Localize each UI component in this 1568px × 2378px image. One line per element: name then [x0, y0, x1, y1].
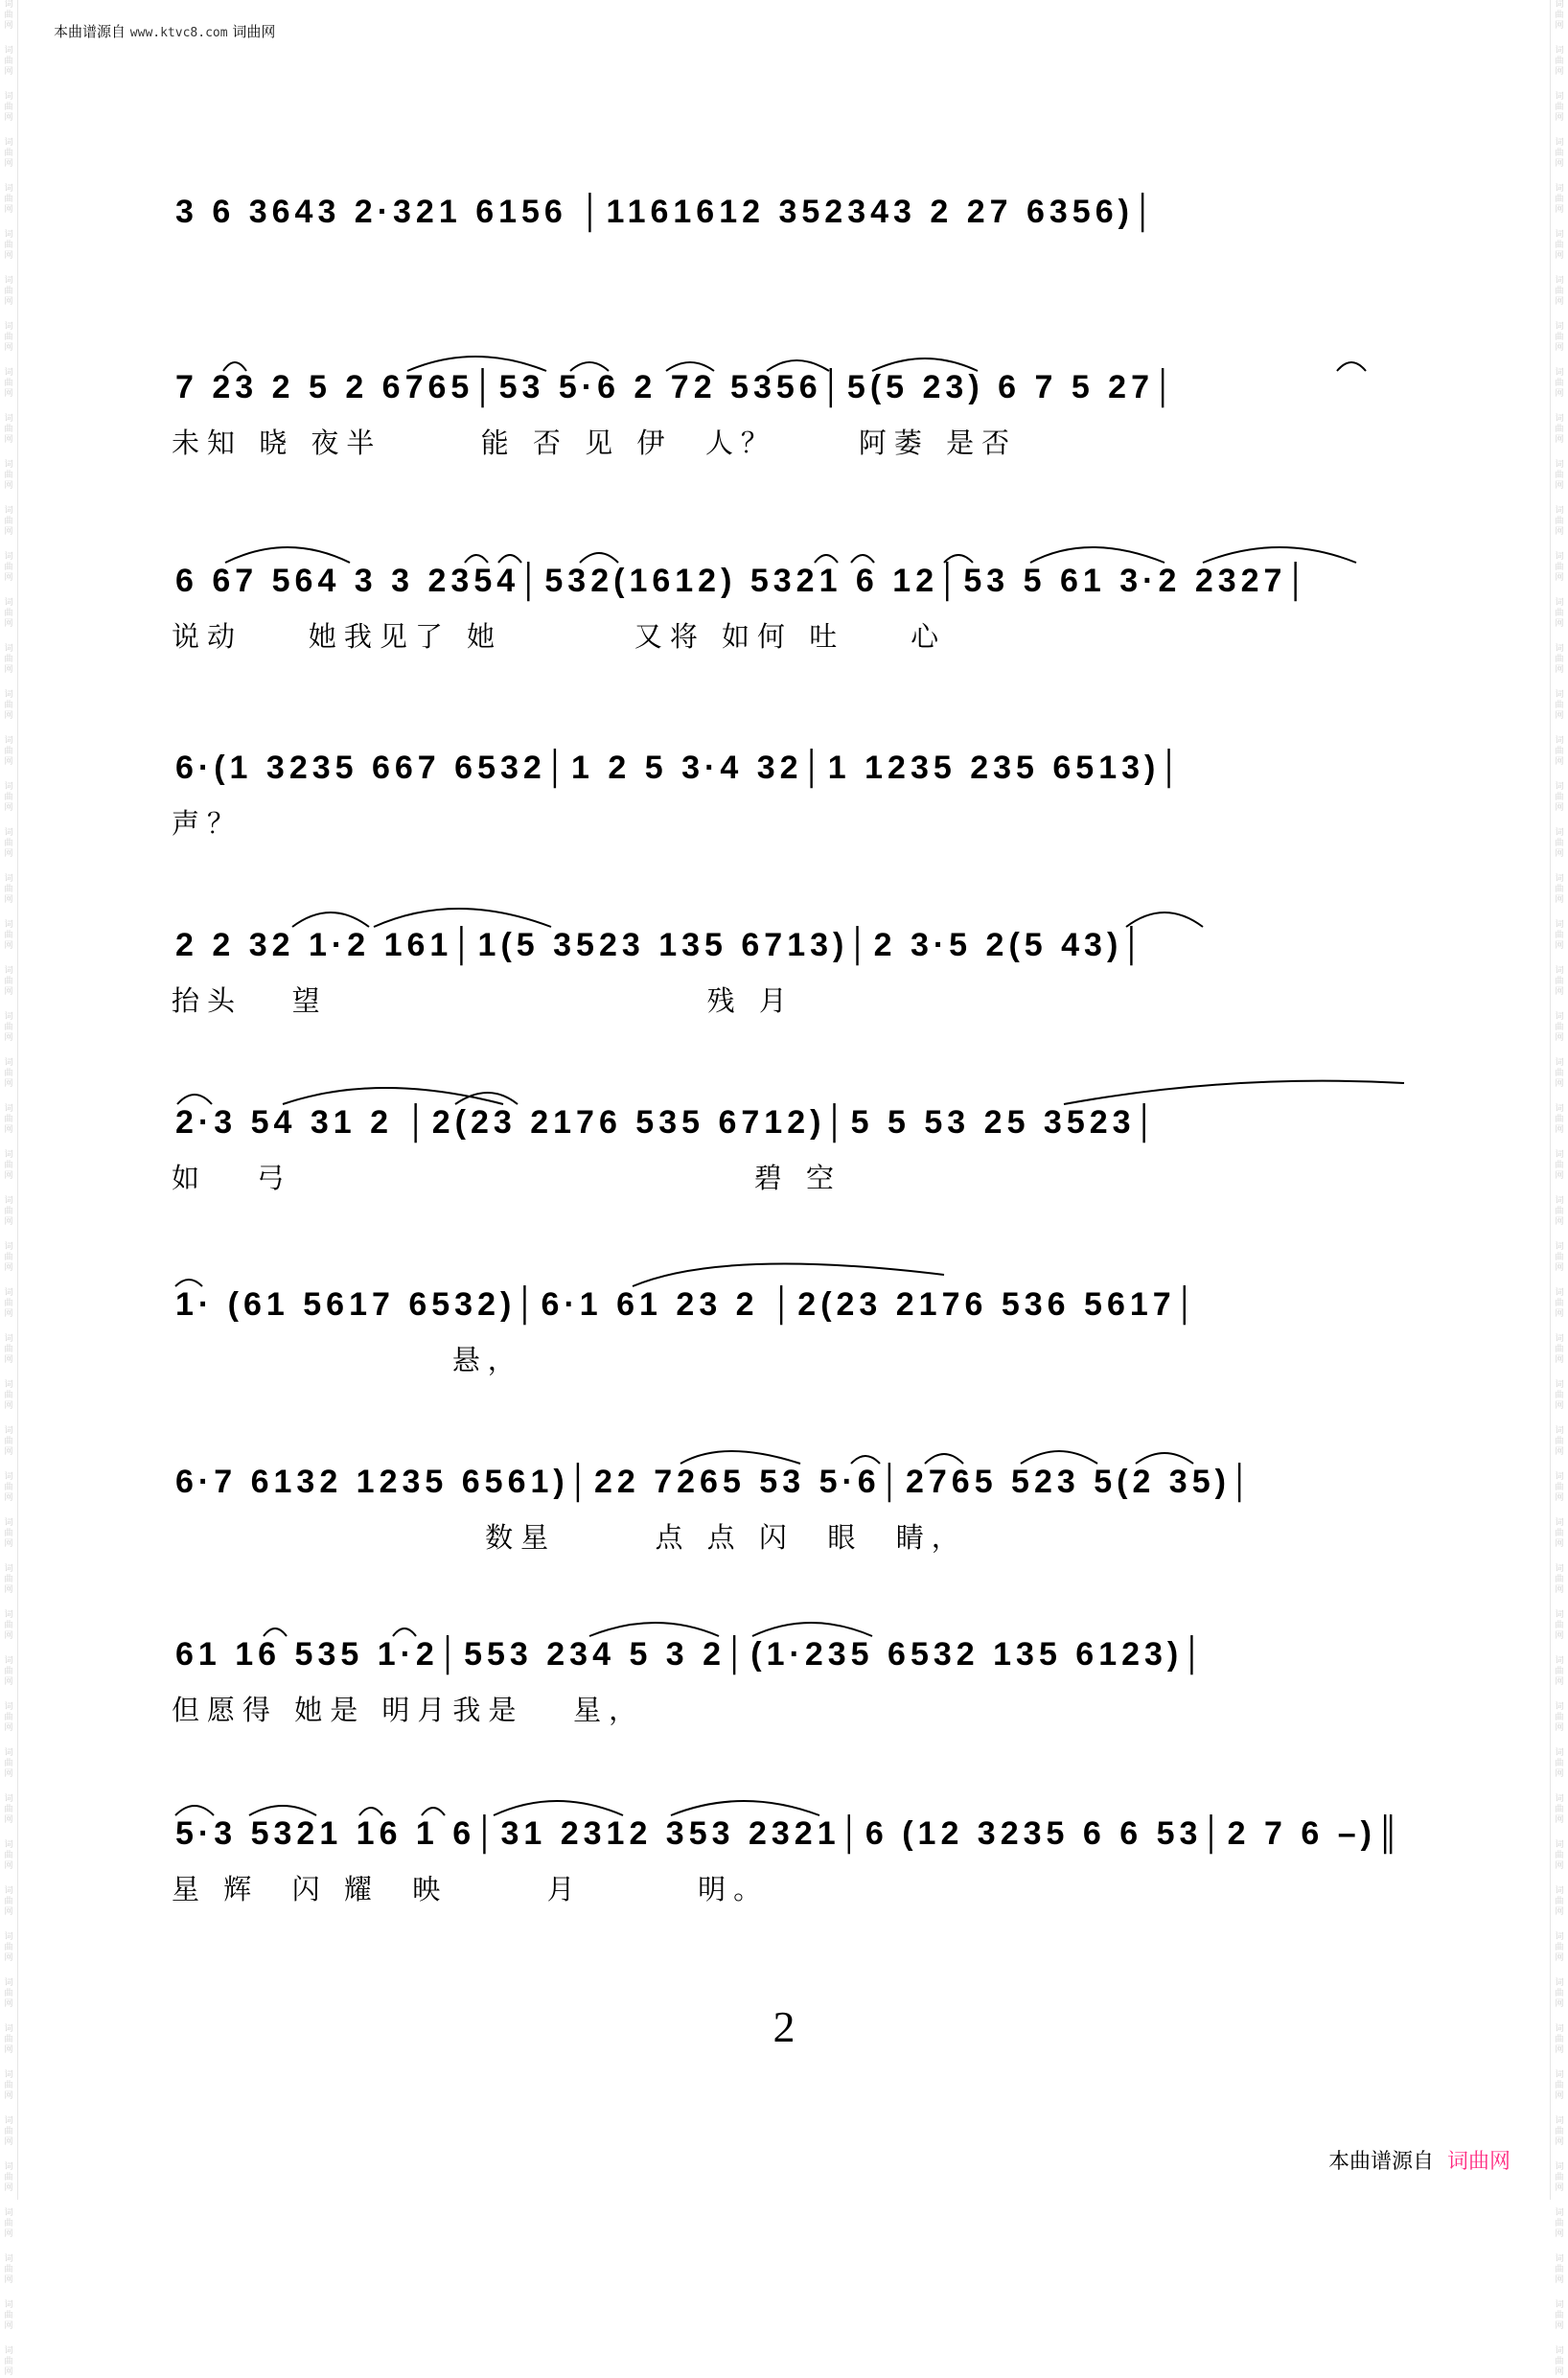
side-watermark-text: 词 曲 网 — [1555, 690, 1564, 721]
side-watermark-text: 词 曲 网 — [1555, 1656, 1564, 1687]
side-watermark-text: 词 曲 网 — [4, 46, 13, 77]
side-watermark-text: 词 曲 网 — [1555, 736, 1564, 767]
notes-row-8: 6·7 6132 1235 6561)│22 7265 53 5·6│2765 523 5(2 35)│ — [175, 1464, 1257, 1500]
notes-row-2: 7 23 2 5 2 6765│53 5·6 2 72 5356│5(5 23) 6 7 5 27│ — [175, 369, 1180, 405]
side-watermark-text: 词 曲 网 — [4, 1242, 13, 1273]
side-watermark-text: 词 曲 网 — [1555, 966, 1564, 997]
side-watermark-text: 词 曲 网 — [1555, 1288, 1564, 1319]
side-watermark-text: 词 曲 网 — [4, 1518, 13, 1549]
side-watermark-text: 词 曲 网 — [4, 2254, 13, 2285]
side-watermark-text: 词 曲 网 — [4, 138, 13, 169]
side-watermark-text: 词 曲 网 — [1555, 0, 1564, 31]
lyrics-row-5: 抬头 望 残 月 — [172, 984, 795, 1017]
side-watermark-text: 词 曲 网 — [4, 506, 13, 537]
lyrics-row-3: 说动 她我见了 她 又将 如何 吐 心 — [172, 620, 947, 653]
notes-row-4: 6·(1 3235 667 6532│1 2 5 3·4 32│1 1235 235 6513)│ — [175, 750, 1186, 786]
side-watermark-text: 词 曲 网 — [1555, 1978, 1564, 2009]
side-watermark-text: 词 曲 网 — [1555, 920, 1564, 951]
side-watermark-text: 词 曲 网 — [4, 230, 13, 261]
score-row-10 — [168, 1813, 1405, 1938]
side-watermark-text: 词 曲 网 — [4, 1426, 13, 1457]
side-watermark-text: 词 曲 网 — [4, 460, 13, 491]
side-watermark-text: 词 曲 网 — [1555, 1196, 1564, 1227]
side-watermark-text: 词 曲 网 — [4, 874, 13, 905]
side-watermark-text: 词 曲 网 — [1555, 1748, 1564, 1779]
header-site-name: 词曲网 — [232, 23, 276, 40]
side-watermark-text: 词 曲 网 — [1555, 1702, 1564, 1733]
side-watermark-text: 词 曲 网 — [1555, 230, 1564, 261]
score-row-9 — [168, 1634, 1395, 1759]
lyrics-row-4: 声？ — [172, 807, 243, 840]
side-watermark-text: 词 曲 网 — [4, 2024, 13, 2055]
side-watermark-text: 词 曲 网 — [1555, 1150, 1564, 1181]
side-watermark-text: 词 曲 网 — [4, 690, 13, 721]
side-watermark-text: 词 曲 网 — [4, 1058, 13, 1089]
side-watermark-text: 词 曲 网 — [4, 184, 13, 215]
side-watermark-text: 词 曲 网 — [4, 414, 13, 445]
side-watermark-text: 词 曲 网 — [1555, 552, 1564, 583]
side-watermark-text: 词 曲 网 — [1555, 1058, 1564, 1089]
lyrics-row-8: 数星 点 点 闪 眼 睛， — [172, 1521, 967, 1554]
page-footer — [1328, 2145, 1510, 2175]
side-watermark-text: 词 曲 网 — [1555, 874, 1564, 905]
score-row-5 — [168, 925, 1395, 1050]
side-watermark-text: 词 曲 网 — [1555, 1794, 1564, 1825]
side-watermark-text: 词 曲 网 — [1555, 2162, 1564, 2193]
side-watermark-text: 词 曲 网 — [4, 1334, 13, 1365]
side-watermark-text: 词 曲 网 — [4, 1380, 13, 1411]
side-watermark-text: 词 曲 网 — [4, 322, 13, 353]
side-watermark-text: 词 曲 网 — [4, 1610, 13, 1641]
side-watermark-text: 词 曲 网 — [4, 1748, 13, 1779]
side-watermark-text: 词 曲 网 — [4, 2300, 13, 2331]
notes-row-7: 1· (61 5617 6532)│6·1 61 23 2 │2(23 2176 536 5617│ — [175, 1286, 1201, 1323]
side-watermark-text: 词 曲 网 — [4, 368, 13, 399]
side-watermark-text: 词 曲 网 — [4, 2070, 13, 2101]
side-watermark-text: 词 曲 网 — [1555, 644, 1564, 675]
side-watermark-text: 词 曲 网 — [1555, 46, 1564, 77]
side-watermark-text: 词 曲 网 — [1555, 1426, 1564, 1457]
score-row-3 — [168, 561, 1395, 685]
side-watermark-text: 词 曲 网 — [4, 1012, 13, 1043]
side-watermark-text: 词 曲 网 — [1555, 2024, 1564, 2055]
side-watermark-text: 词 曲 网 — [4, 1886, 13, 1917]
side-watermark-text: 词 曲 网 — [4, 644, 13, 675]
score-row-6 — [168, 1102, 1395, 1227]
side-watermark-text: 词 曲 网 — [4, 1932, 13, 1963]
notes-row-1: 3 6 3643 2·321 6156 │1161612 352343 2 27 6356)│ — [175, 194, 1160, 230]
side-watermark-text: 词 曲 网 — [1555, 1472, 1564, 1503]
side-watermark-text: 词 曲 网 — [1555, 1380, 1564, 1411]
side-watermark-text: 词 曲 网 — [4, 828, 13, 859]
side-watermark-text: 词 曲 网 — [4, 1840, 13, 1871]
side-watermark-text: 词 曲 网 — [4, 2208, 13, 2239]
side-watermark-text: 词 曲 网 — [1555, 92, 1564, 123]
notes-row-10: 5·3 5321 16 1 6│31 2312 353 2321│6 (12 3235 6 6 53│2 7 6 –)║ — [175, 1815, 1405, 1852]
side-watermark-text: 词 曲 网 — [4, 276, 13, 307]
side-watermark-text: 词 曲 网 — [1555, 460, 1564, 491]
side-watermark-text: 词 曲 网 — [1555, 1334, 1564, 1365]
side-watermark-text: 词 曲 网 — [1555, 2300, 1564, 2331]
side-watermark-text: 词 曲 网 — [4, 1196, 13, 1227]
lyrics-row-7: 悬， — [172, 1344, 523, 1376]
side-watermark-text: 词 曲 网 — [4, 920, 13, 951]
side-watermark-text: 词 曲 网 — [1555, 2254, 1564, 2285]
score-row-1 — [168, 192, 1395, 316]
side-watermark-text: 词 曲 网 — [4, 1794, 13, 1825]
footer-brand-link[interactable]: 词曲网 — [1446, 2150, 1510, 2174]
side-watermark-text: 词 曲 网 — [1555, 1012, 1564, 1043]
notes-row-3: 6 67 564 3 3 2354│532(1612) 5321 6 12│53 5 61 3·2 2327│ — [175, 563, 1312, 599]
side-watermark-text: 词 曲 网 — [1555, 138, 1564, 169]
score-row-4 — [168, 748, 1395, 872]
lyrics-row-10: 星 辉 闪 耀 映 月 明。 — [172, 1873, 770, 1905]
header-site-url: www.ktvc8.com — [129, 26, 228, 40]
side-watermark-text: 词 曲 网 — [4, 1104, 13, 1135]
page-number: 2 — [772, 2002, 796, 2051]
side-watermark-text: 词 曲 网 — [4, 736, 13, 767]
side-watermark-text: 词 曲 网 — [1555, 1886, 1564, 1917]
notes-row-5: 2 2 32 1·2 161│1(5 3523 135 6713)│2 3·5 2(5 43)│ — [175, 927, 1148, 963]
side-watermark-text: 词 曲 网 — [1555, 1840, 1564, 1871]
footer-source-label: 本曲谱源自 — [1327, 2150, 1434, 2174]
score-row-8 — [168, 1462, 1395, 1586]
side-watermark-text: 词 曲 网 — [1555, 2208, 1564, 2239]
side-watermark-text: 词 曲 网 — [4, 782, 13, 813]
side-watermark-text: 词 曲 网 — [1555, 1242, 1564, 1273]
side-watermark-text: 词 曲 网 — [1555, 828, 1564, 859]
side-watermark-text: 词 曲 网 — [4, 2162, 13, 2193]
side-watermark-text: 词 曲 网 — [4, 1656, 13, 1687]
side-watermark-text: 词 曲 网 — [4, 2346, 13, 2377]
slur-mark — [168, 1250, 1395, 1288]
side-watermark-text: 词 曲 网 — [1555, 184, 1564, 215]
side-watermark-text: 词 曲 网 — [4, 2116, 13, 2147]
side-watermark-text: 词 曲 网 — [4, 0, 13, 31]
side-watermark-text: 词 曲 网 — [4, 966, 13, 997]
lyrics-row-2: 未知 晓 夜半 能 否 见 伊 人？ 阿萎 是否 — [172, 427, 1018, 459]
side-watermark-text: 词 曲 网 — [1555, 2346, 1564, 2377]
score-row-2 — [168, 367, 1395, 492]
lyrics-row-6: 如 弓 碧 空 — [172, 1162, 842, 1194]
side-watermark-text: 词 曲 网 — [4, 1978, 13, 2009]
side-watermark-text: 词 曲 网 — [4, 1564, 13, 1595]
side-watermark-text: 词 曲 网 — [1555, 2116, 1564, 2147]
header-source-label: 本曲谱源自 — [54, 23, 127, 40]
side-watermark-text: 词 曲 网 — [1555, 506, 1564, 537]
side-watermark-text: 词 曲 网 — [4, 1150, 13, 1181]
lyrics-row-9: 但愿得 她是 明月我是 星， — [172, 1694, 645, 1726]
side-watermark-text: 词 曲 网 — [4, 1702, 13, 1733]
side-watermark-text: 词 曲 网 — [1555, 1564, 1564, 1595]
side-watermark-text: 词 曲 网 — [1555, 276, 1564, 307]
notes-row-6: 2·3 54 31 2 │2(23 2176 535 6712)│5 5 53 25 3523│ — [175, 1104, 1161, 1141]
side-watermark-text: 词 曲 网 — [1555, 598, 1564, 629]
side-watermark-text: 词 曲 网 — [4, 92, 13, 123]
side-watermark-text: 词 曲 网 — [1555, 2070, 1564, 2101]
side-watermark-text: 词 曲 网 — [1555, 414, 1564, 445]
side-watermark-text: 词 曲 网 — [1555, 1518, 1564, 1549]
side-watermark-text: 词 曲 网 — [1555, 322, 1564, 353]
side-watermark-text: 词 曲 网 — [1555, 368, 1564, 399]
side-watermark-text: 词 曲 网 — [1555, 782, 1564, 813]
side-watermark-text: 词 曲 网 — [4, 598, 13, 629]
side-watermark-text: 词 曲 网 — [4, 552, 13, 583]
side-watermark-text: 词 曲 网 — [4, 1288, 13, 1319]
score-row-7 — [168, 1284, 1395, 1409]
notes-row-9: 61 16 535 1·2│553 234 5 3 2│(1·235 6532 135 6123)│ — [175, 1636, 1209, 1673]
side-watermark-text: 词 曲 网 — [1555, 1932, 1564, 1963]
side-watermark-text: 词 曲 网 — [1555, 1610, 1564, 1641]
side-watermark-text: 词 曲 网 — [4, 1472, 13, 1503]
side-watermark-text: 词 曲 网 — [1555, 1104, 1564, 1135]
